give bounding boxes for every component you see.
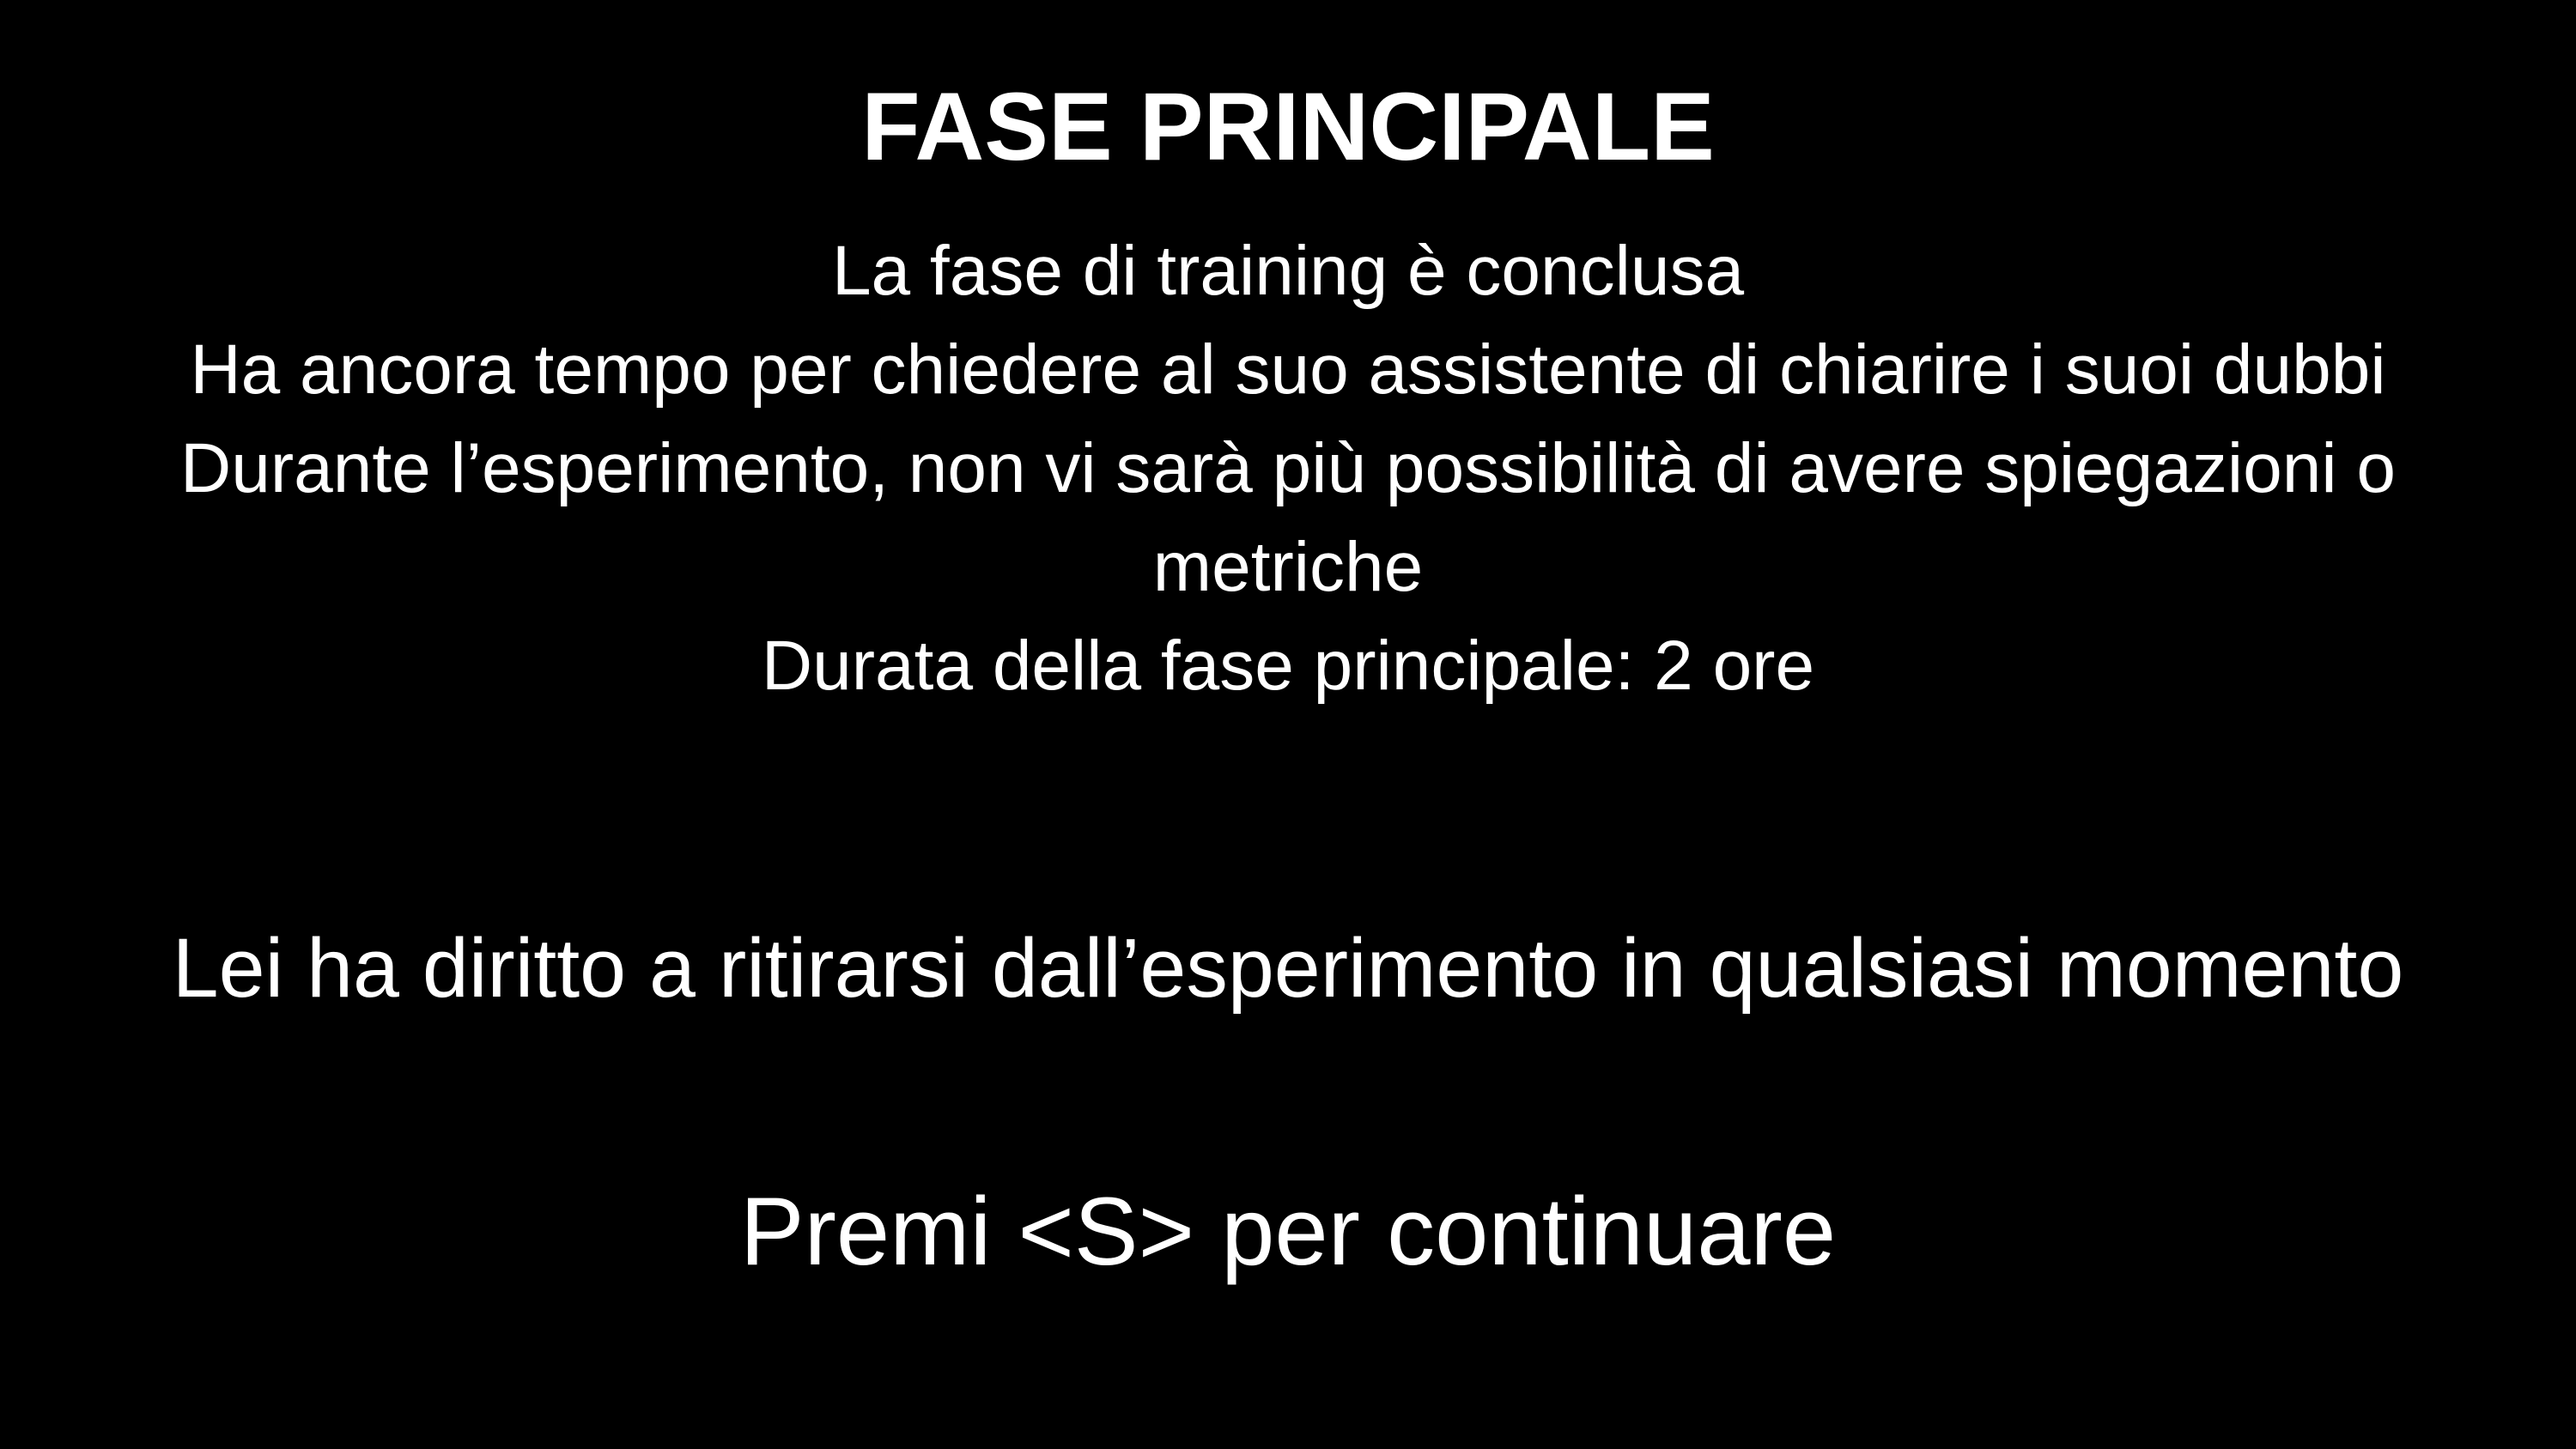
continue-prompt: Premi <S> per continuare bbox=[739, 1178, 1837, 1285]
assistant-questions-text: Ha ancora tempo per chiedere al suo assistente di chiarire i suoi dubbi bbox=[190, 330, 2386, 409]
training-complete-text: La fase di training è conclusa bbox=[831, 232, 1745, 310]
page-title: FASE PRINCIPALE bbox=[861, 73, 1715, 180]
no-explanations-text: Durante l’esperimento, non vi sarà più possibilità di avere spiegazioni o metriche bbox=[180, 429, 2396, 606]
instructions-block bbox=[86, 221, 2490, 715]
withdraw-notice: Lei ha diritto a ritirarsi dall’esperimento in qualsiasi momento bbox=[172, 921, 2404, 1015]
duration-text: Durata della fase principale: 2 ore bbox=[761, 627, 1815, 705]
